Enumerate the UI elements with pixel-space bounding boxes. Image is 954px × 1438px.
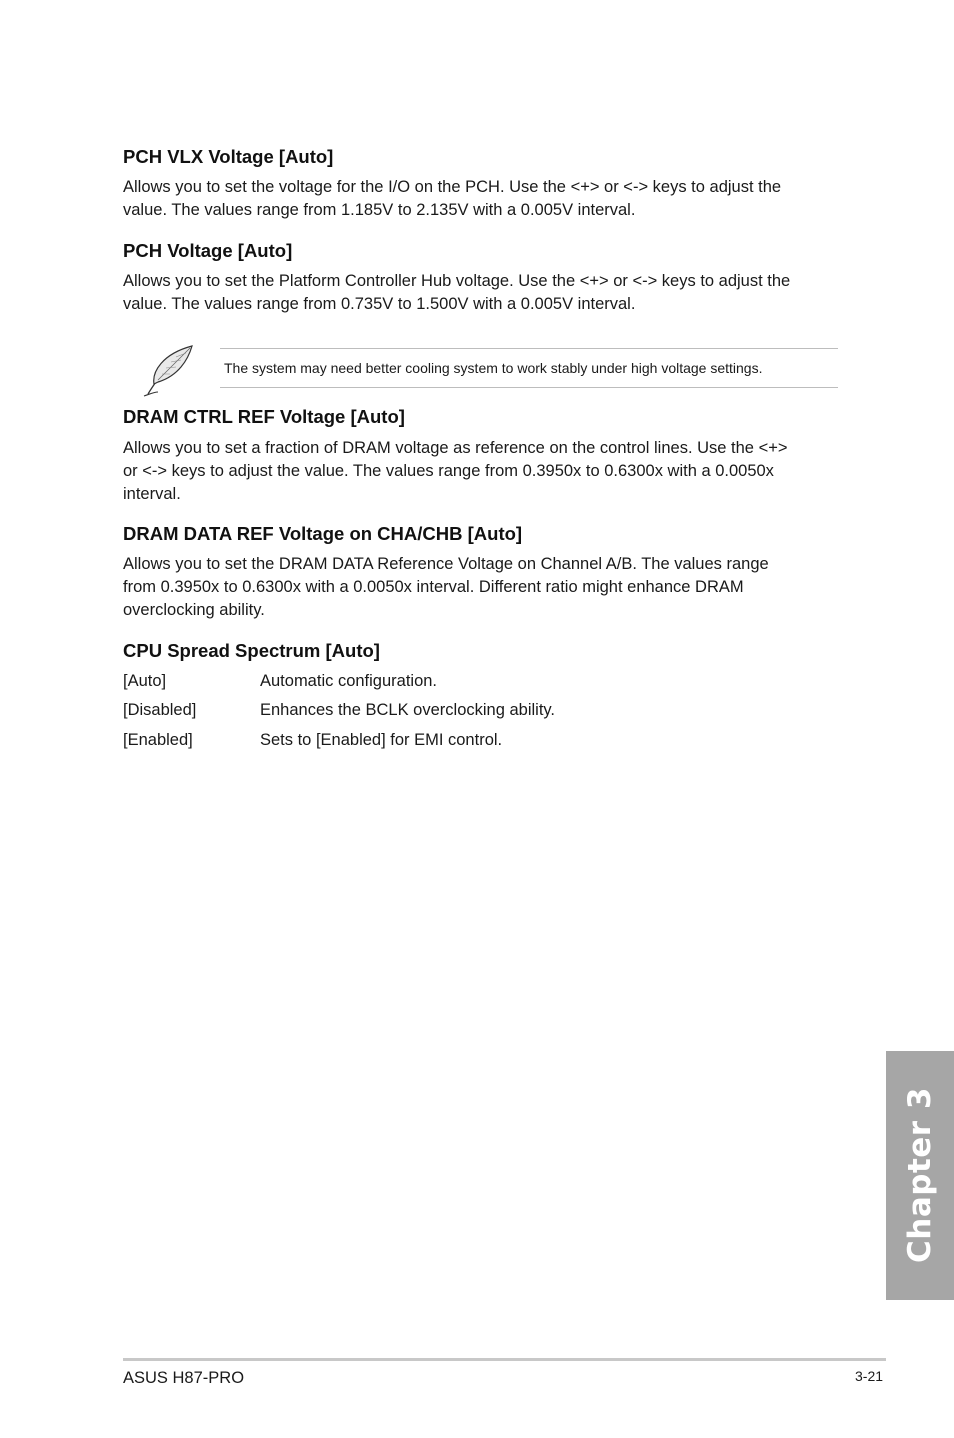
description-line: Allows you to set the Platform Controller Hub voltage. Use the <+> or <-> keys to adjust the [123,272,791,290]
option-description: Enhances the BCLK overclocking ability. [260,701,556,719]
section-description-dram-ctrl-ref-voltage [123,437,833,506]
footer-divider [123,1358,886,1361]
section-description-dram-data-ref-voltage [123,553,833,622]
description-line: Allows you to set a fraction of DRAM voltage as reference on the control lines. Use the <+> [123,439,788,457]
option-key: [Disabled] [123,701,197,719]
option-row-disabled [123,699,833,722]
description-line: value. The values range from 1.185V to 2.135V with a 0.005V interval. [123,201,636,219]
option-key: [Auto] [123,672,167,690]
section-description-pch-voltage [123,270,833,316]
description-line: interval. [123,485,181,503]
option-key: [Enabled] [123,731,193,749]
option-row-enabled [123,729,833,752]
option-description: Sets to [Enabled] for EMI control. [260,731,503,749]
note-box [220,348,838,388]
description-line: Allows you to set the DRAM DATA Reference Voltage on Channel A/B. The values range [123,555,769,573]
section-heading-pch-voltage: PCH Voltage [Auto] [123,240,293,261]
option-row-auto [123,670,833,693]
footer-product-name: ASUS H87-PRO [123,1369,245,1387]
description-line: from 0.3950x to 0.6300x with a 0.0050x interval. Different ratio might enhance DRAM [123,578,744,596]
section-heading-dram-ctrl-ref-voltage: DRAM CTRL REF Voltage [Auto] [123,406,405,427]
section-heading-cpu-spread-spectrum: CPU Spread Spectrum [Auto] [123,640,380,661]
description-line: value. The values range from 0.735V to 1.500V with a 0.005V interval. [123,295,636,313]
chapter-tab-label: Chapter 3 [902,1087,938,1263]
description-line: overclocking ability. [123,601,265,619]
description-line: Allows you to set the voltage for the I/O on the PCH. Use the <+> or <-> keys to adjust the [123,178,782,196]
description-line: or <-> keys to adjust the value. The values range from 0.3950x to 0.6300x with a 0.0050x [123,462,774,480]
option-description: Automatic configuration. [260,672,438,690]
footer-page-number: 3-21 [855,1368,884,1384]
chapter-tab [886,1051,954,1300]
section-heading-dram-data-ref-voltage: DRAM DATA REF Voltage on CHA/CHB [Auto] [123,523,523,544]
section-description-pch-vlx-voltage [123,176,833,222]
section-heading-pch-vlx-voltage: PCH VLX Voltage [Auto] [123,146,334,167]
feather-pen-icon [140,340,200,400]
note-text: The system may need better cooling system to work stably under high voltage settings. [224,360,763,376]
